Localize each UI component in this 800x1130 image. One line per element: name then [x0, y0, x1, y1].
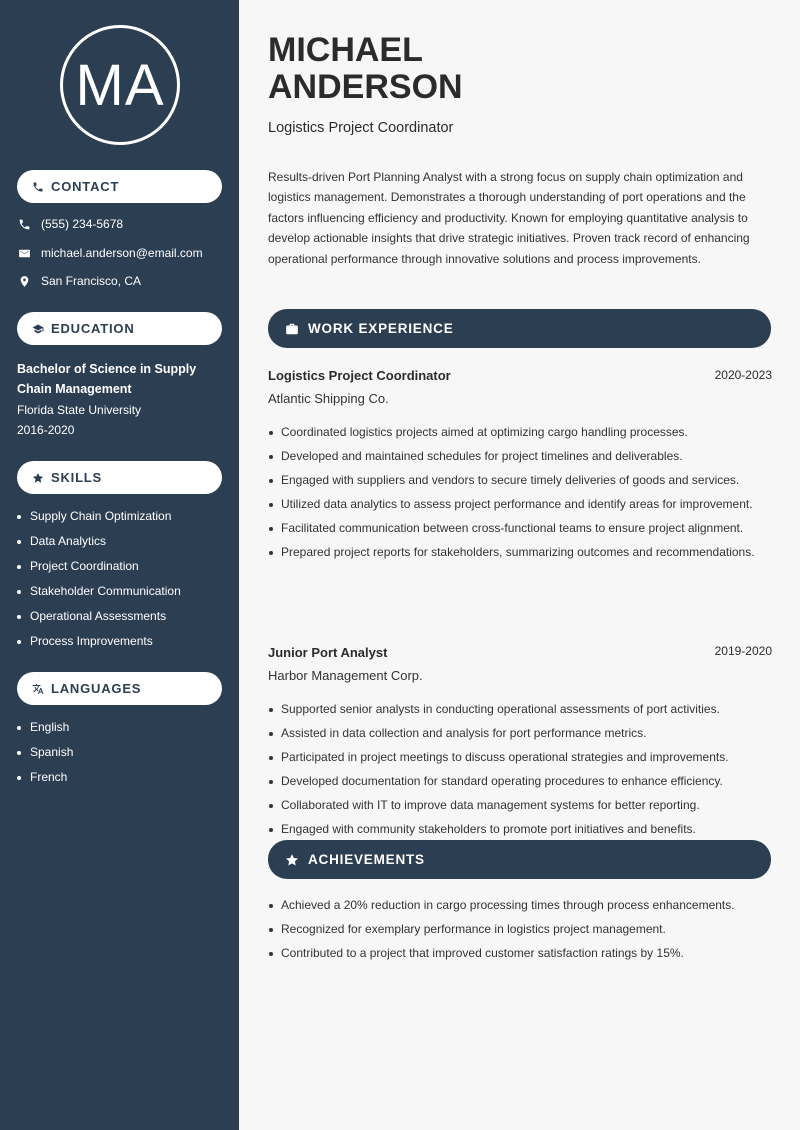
contact-location	[17, 274, 141, 288]
list-item: Supported senior analysts in conducting operational assessments of port activities.	[268, 700, 772, 720]
list-item: English	[17, 720, 73, 745]
education-heading	[17, 312, 222, 345]
list-item: Utilized data analytics to assess project performance and identify areas for improvement.	[268, 495, 772, 515]
skills-heading	[17, 461, 222, 494]
job-dates: 2020-2023	[714, 368, 772, 382]
name-line-last: ANDERSON	[268, 68, 463, 106]
education-heading-label: EDUCATION	[51, 321, 135, 336]
phone-text: (555) 234-5678	[41, 217, 124, 231]
education-school: Florida State University	[17, 403, 142, 417]
list-item: Coordinated logistics projects aimed at optimizing cargo handling processes.	[268, 423, 772, 443]
list-item: Facilitated communication between cross-functional teams to ensure project alignment.	[268, 519, 772, 539]
star-icon	[31, 471, 45, 485]
education-degree: Bachelor of Science in Supply Chain Management	[17, 362, 197, 396]
briefcase-icon	[284, 321, 300, 337]
languages-list	[17, 720, 73, 795]
list-item: Stakeholder Communication	[17, 584, 181, 609]
summary-paragraph: Results-driven Port Planning Analyst with a strong focus on supply chain optimization and logistics management. Demonstrates a thorough understanding of port operations and the factors influencing efficiency and productivity. Known for employing quantitative analysis to develop actionable insights that drive strategic initiatives. Proven track record of enhancing operational performance through innovative solutions and process improvements.	[268, 170, 750, 266]
phone-icon	[31, 180, 45, 194]
candidate-name	[268, 32, 463, 106]
education-years: 2016-2020	[17, 423, 75, 437]
languages-heading-label: LANGUAGES	[51, 681, 142, 696]
list-item: Assisted in data collection and analysis for port performance metrics.	[268, 724, 772, 744]
list-item: Prepared project reports for stakeholders, summarizing outcomes and recommendations.	[268, 543, 772, 563]
job-company: Harbor Management Corp.	[268, 668, 423, 683]
skills-list	[17, 509, 181, 659]
contact-email	[17, 246, 203, 260]
languages-heading	[17, 672, 222, 705]
name-line-first: MICHAEL	[268, 31, 423, 69]
translate-icon	[31, 682, 45, 696]
star-icon	[284, 852, 300, 868]
monogram-avatar: MA	[60, 25, 180, 145]
list-item: Achieved a 20% reduction in cargo processing times through process enhancements.	[268, 896, 772, 916]
list-item: Collaborated with IT to improve data management systems for better reporting.	[268, 796, 772, 816]
achievements-heading-label: ACHIEVEMENTS	[308, 852, 425, 867]
job-title: Logistics Project Coordinator	[268, 368, 451, 383]
work-experience-heading	[268, 309, 771, 348]
job-bullets	[268, 423, 772, 568]
list-item: Supply Chain Optimization	[17, 509, 181, 534]
sidebar	[0, 0, 239, 1130]
list-item: Operational Assessments	[17, 609, 181, 634]
work-experience-heading-label: WORK EXPERIENCE	[308, 321, 454, 336]
list-item: Process Improvements	[17, 634, 181, 659]
list-item: Project Coordination	[17, 559, 181, 584]
list-item: Developed and maintained schedules for project timelines and deliverables.	[268, 447, 772, 467]
list-item: Data Analytics	[17, 534, 181, 559]
job-company: Atlantic Shipping Co.	[268, 391, 389, 406]
location-pin-icon	[17, 274, 31, 288]
email-text: michael.anderson@email.com	[41, 246, 203, 260]
job-dates: 2019-2020	[714, 644, 772, 658]
skills-heading-label: SKILLS	[51, 470, 103, 485]
contact-phone	[17, 217, 123, 231]
job-bullets	[268, 700, 772, 845]
list-item: French	[17, 770, 73, 795]
list-item: Engaged with suppliers and vendors to secure timely deliveries of goods and services.	[268, 471, 772, 491]
achievements-list	[268, 896, 772, 968]
contact-heading-label: CONTACT	[51, 179, 120, 194]
email-icon	[17, 246, 31, 260]
location-text: San Francisco, CA	[41, 274, 142, 288]
list-item: Participated in project meetings to discuss operational strategies and improvements.	[268, 748, 772, 768]
list-item: Contributed to a project that improved customer satisfaction ratings by 15%.	[268, 944, 772, 964]
phone-icon	[17, 217, 31, 231]
job-title: Junior Port Analyst	[268, 645, 388, 660]
list-item: Spanish	[17, 745, 73, 770]
achievements-heading	[268, 840, 771, 879]
contact-heading	[17, 170, 222, 203]
list-item: Recognized for exemplary performance in logistics project management.	[268, 920, 772, 940]
list-item: Engaged with community stakeholders to promote port initiatives and benefits.	[268, 820, 772, 840]
job-role-title: Logistics Project Coordinator	[268, 120, 454, 136]
list-item: Developed documentation for standard operating procedures to enhance efficiency.	[268, 772, 772, 792]
graduation-cap-icon	[31, 322, 45, 336]
